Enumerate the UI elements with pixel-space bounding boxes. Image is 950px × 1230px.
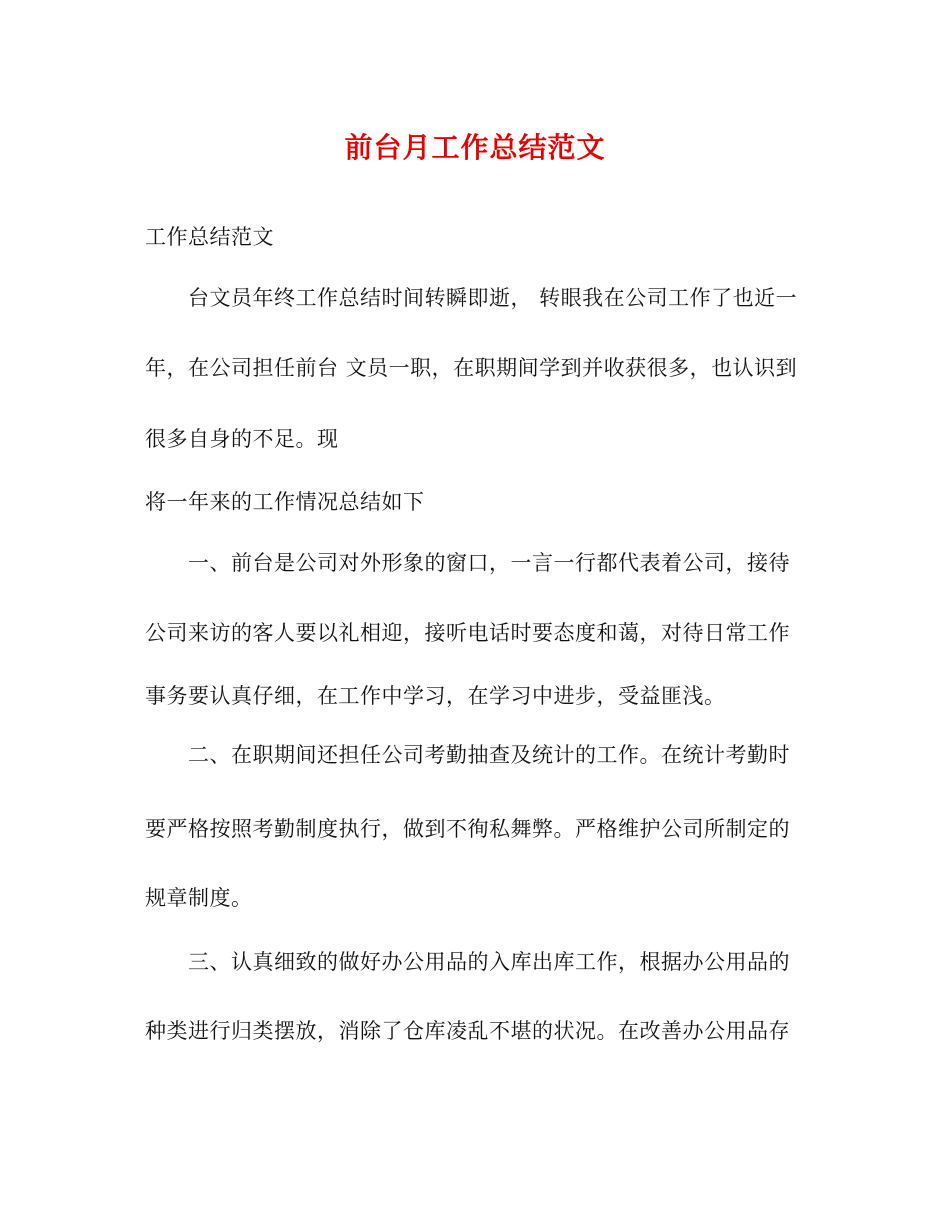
document-line-7: 公司来访的客人要以礼相迎，接听电话时要态度和蔼，对待日常工作: [145, 621, 790, 645]
document-line-5: 将一年来的工作情况总结如下: [145, 490, 425, 514]
document-line-11: 规章制度。: [145, 886, 253, 910]
document-title: 前台月工作总结范文: [344, 131, 606, 164]
document-line-2: 台文员年终工作总结时间转瞬即逝， 转眼我在公司工作了也近一: [188, 286, 798, 310]
document-line-3: 年，在公司担任前台 文员一职，在职期间学到并收获很多，也认识到: [145, 356, 798, 380]
document-line-9: 二、在职期间还担任公司考勤抽查及统计的工作。在统计考勤时: [188, 743, 790, 767]
document-line-4: 很多自身的不足。现: [145, 427, 339, 451]
document-line-10: 要严格按照考勤制度执行，做到不徇私舞弊。严格维护公司所制定的: [145, 817, 790, 841]
document-line-8: 事务要认真仔细，在工作中学习，在学习中进步，受益匪浅。: [145, 684, 726, 708]
document-line-12: 三、认真细致的做好办公用品的入库出库工作，根据办公用品的: [188, 950, 790, 974]
document-line-13: 种类进行归类摆放，消除了仓库凌乱不堪的状况。在改善办公用品存: [145, 1019, 790, 1043]
document-line-6: 一、前台是公司对外形象的窗口，一言一行都代表着公司，接待: [188, 551, 790, 575]
document-line-1: 工作总结范文: [145, 225, 274, 249]
